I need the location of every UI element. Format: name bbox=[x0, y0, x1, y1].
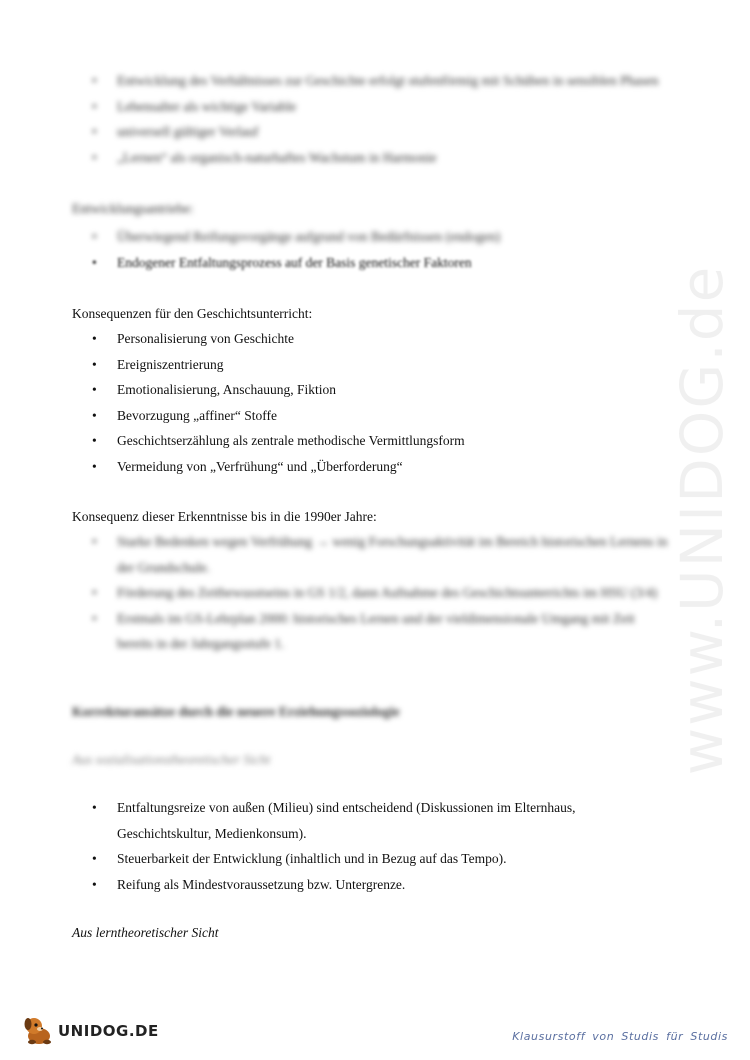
list-item: • Ereigniszentrierung bbox=[92, 352, 672, 378]
list-item: • „Lernen“ als organisch-naturhaftes Wachstum in Harmonie bbox=[92, 145, 672, 171]
list-item: • Vermeidung von „Verfrühung“ und „Überforderung“ bbox=[92, 454, 672, 480]
list-item: • Reifung als Mindestvoraussetzung bzw. Untergrenze. bbox=[92, 872, 672, 898]
unidog-logo[interactable] bbox=[22, 1016, 159, 1046]
dog-icon bbox=[22, 1016, 56, 1046]
list-item: • Bevorzugung „affiner“ Stoffe bbox=[92, 403, 672, 429]
list-item: • Erstmals im GS-Lehrplan 2000: historisches Lernen und der vieldimensionale Umgang mit Zeit bereits in der Jahrgangsstufe 1. bbox=[92, 606, 672, 657]
konsequenz-1990-list bbox=[92, 529, 672, 657]
korrekturansaetze-heading: Korrekturansätze durch die neuere Erziehungssoziologie bbox=[72, 704, 400, 719]
entwicklungsantriebe-list bbox=[92, 224, 672, 275]
sozialisation-list bbox=[92, 795, 672, 897]
list-item: • Steuerbarkeit der Entwicklung (inhaltlich und in Bezug auf das Tempo). bbox=[92, 846, 672, 872]
list-item: • Personalisierung von Geschichte bbox=[92, 326, 672, 352]
watermark-text: www.UNIDOG.de bbox=[668, 264, 736, 776]
list-item: • Entwicklung des Verhältnisses zur Geschichte erfolgt stufenförmig mit Schüben in sensiblen Phasen bbox=[92, 68, 672, 94]
footer-tagline: Klausurstoff von Studis für Studis bbox=[512, 1030, 728, 1043]
list-item: • universell gültiger Verlauf bbox=[92, 119, 672, 145]
konsequenz-1990-heading: Konsequenz dieser Erkenntnisse bis in die 1990er Jahre: bbox=[72, 509, 377, 524]
list-item: • Starke Bedenken wegen Verfrühung → wenig Forschungsaktivität im Bereich historischen Lernens in der Grundschule. bbox=[92, 529, 672, 580]
sozialisation-subheading: Aus sozialisationstheoretischer Sicht bbox=[72, 752, 271, 767]
entwicklung-list bbox=[92, 68, 672, 170]
list-item: • Förderung des Zeitbewusstseins in GS 1/2, dann Aufnahme des Geschichtsunterrichts im HSU (3/4) bbox=[92, 580, 672, 606]
konsequenzen-heading: Konsequenzen für den Geschichtsunterricht: bbox=[72, 306, 313, 321]
list-item: • Geschichtserzählung als zentrale methodische Vermittlungsform bbox=[92, 428, 672, 454]
list-item: • Entfaltungsreize von außen (Milieu) sind entscheidend (Diskussionen im Elternhaus, Geschichtskultur, Medienkonsum). bbox=[92, 795, 672, 846]
list-item: • Lebensalter als wichtige Variable bbox=[92, 94, 672, 120]
entwicklungsantriebe-heading: Entwicklungsantriebe: bbox=[72, 201, 194, 216]
list-item: • Überwiegend Reifungsvorgänge aufgrund von Bedürfnissen (endogen) bbox=[92, 224, 672, 250]
lerntheoretisch-subheading: Aus lerntheoretischer Sicht bbox=[72, 925, 219, 940]
konsequenzen-list bbox=[92, 326, 672, 479]
list-item: • Emotionalisierung, Anschauung, Fiktion bbox=[92, 377, 672, 403]
list-item: • Endogener Entfaltungsprozess auf der Basis genetischer Faktoren bbox=[92, 250, 672, 276]
logo-wordmark: UNIDOG.DE bbox=[58, 1022, 159, 1040]
